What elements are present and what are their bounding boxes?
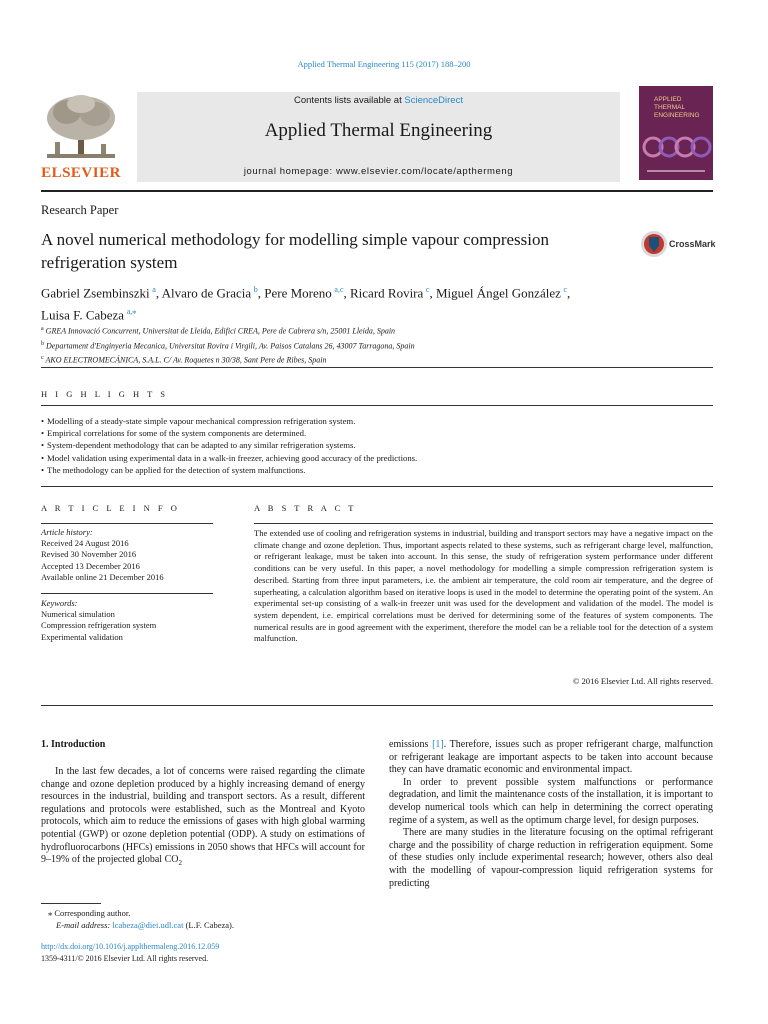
cover-title: APPLIED THERMAL ENGINEERING: [654, 96, 700, 119]
abstract-text: The extended use of cooling and refrigeration systems in industrial, building and transport sectors may have a negative impact on the climate change and ozone depletion. Thus, important aspects related to these systems, such as refrigerant charge level, malfunction, or refrigerant leakage, must be taken into account. In this sense, the study of refrigeration system performance under different conditions can be very useful. In this paper, a novel methodology for modelling a simple compression refrigeration system is described. Starting from three input parameters, i.e. the ambient air temperature, the cold room air temperature, and the degree of superheating, a calculation algorithm based on iterative loops is used in the model to determine the operating point of the system. An experimental set-up consisting of a walk-in freezer unit was used for the development and validation of the model. The model is system dependent, i.e. empirical correlations must be derived for determining some of the features of system components. The numerical results are in good agreement with the experiment, therefore the model can be a reliable tool for the detection of a system malfunction.: [254, 528, 713, 644]
affiliation-marker: c: [41, 355, 44, 362]
contents-line: [137, 95, 620, 106]
highlight-item: • Empirical correlations for some of the system components are determined.: [41, 427, 713, 439]
keyword-item[interactable]: Experimental validation: [41, 631, 123, 642]
body-top-rule: [41, 705, 713, 706]
author-name[interactable]: Ricard Rovira: [350, 285, 424, 301]
author-affiliation[interactable]: a: [152, 285, 156, 294]
highlight-item: • Modelling of a steady-state simple vapour mechanical compression refrigeration system.: [41, 415, 713, 427]
author-name[interactable]: Alvaro de Gracia: [161, 285, 252, 301]
author-name[interactable]: Pere Moreno: [264, 285, 332, 301]
email-note: [56, 919, 234, 931]
highlight-item: • The methodology can be applied for the detection of system malfunctions.: [41, 464, 713, 476]
affiliation-text: Departament d'Enginyeria Mecanica, Universitat Rovira i Virgili, Av. Paisos Catalans 26, 43007 Tarragona, Spain: [46, 341, 415, 351]
section-heading: 1. Introduction: [41, 739, 106, 750]
keyword-item[interactable]: Compression refrigeration system: [41, 620, 157, 631]
highlights-heading: H I G H L I G H T S: [41, 389, 168, 399]
sciencedirect-link[interactable]: ScienceDirect: [404, 95, 463, 106]
journal-citation[interactable]: Applied Thermal Engineering 115 (2017) 188–200: [297, 59, 471, 69]
affiliation-marker: a: [41, 326, 44, 332]
affiliations: [41, 323, 713, 367]
body-paragraph: [389, 739, 713, 777]
article-info-heading: A R T I C L E I N F O: [41, 503, 180, 513]
highlight-item: • System-dependent methodology that can be adapted to any similar refrigeration systems.: [41, 439, 713, 451]
abstract-rule: [254, 523, 713, 524]
article-type: Research Paper: [41, 203, 119, 217]
history-label: Article history:: [41, 527, 93, 537]
contents-prefix: Contents lists available at: [294, 95, 405, 106]
body-paragraph: There are many studies in the literature focusing on the optimal refrigerant charge and the possibility of charge reduction in refrigeration equipment. Some of these studies only include experimental research; however, others also deal with the modelling of vapour-compression liquid refrigeration systems for predicting: [389, 827, 713, 889]
affiliation-text: GREA Innovació Concurrent, Universitat de Lleida, Edifici CREA, Pere de Cabrera s/n, 25001 Lleida, Spain: [45, 326, 396, 336]
body-right-column: [389, 739, 713, 890]
cover-pattern-icon: [639, 132, 713, 162]
affiliation-item: [41, 323, 713, 338]
body-paragraph: In order to prevent possible system malfunctions or performance degradation, and limit the maintenance costs of the installation, it is important to develop numerical tools which can help in determining the correct operating regime of a system, as well as the optimum charge level, for design purposes.: [389, 776, 713, 826]
email-label: E-mail address:: [56, 920, 113, 930]
history-list: [41, 538, 164, 583]
reference-link[interactable]: [1]: [432, 739, 444, 750]
paragraph-text: . Therefore, issues such as proper refrigerant charge, malfunction or refrigerant leakage are important aspects to be taken into account because they can have dramatic economic and environmental impact.: [389, 739, 713, 776]
author-affiliation[interactable]: a,c: [334, 285, 344, 294]
paragraph-text: emissions: [389, 739, 433, 750]
header-divider: [41, 190, 713, 192]
crossmark-icon: [640, 230, 668, 258]
paragraph-text: In the last few decades, a lot of concerns were raised regarding the climate change and ozone depletion produced by a highly increasing demand of energy resources in the industrial, building and transport sectors. As a result, different regulations and protocols were established, such as the Montreal and Kyoto protocols, which aim to reduce the emissions of gases with high global warming potential (GWP) or ozone depletion potential (ODP). A study on estimations of hydrofluorocarbons (HFCs) emissions in 2050 shows that HFCs will account for 9–19% of the projected global CO: [41, 766, 365, 866]
author-list: Gabriel Zsembinszki $^a$, Alvaro de Gracia $^b$, Pere Moreno $^{a,c}$, Ricard Rovira $^c$, Miguel Ángel González $^c$, Luisa F. Cabeza $^{a,⁎}$: [41, 285, 571, 323]
abstract-heading: A B S T R A C T: [254, 503, 357, 513]
co2-subscript: 2: [178, 859, 182, 868]
article-info-rule: [41, 523, 213, 524]
affiliation-item: [41, 352, 713, 367]
doi-link[interactable]: http://dx.doi.org/10.1016/j.applthermaleng.2016.12.059: [41, 942, 220, 951]
highlights-list: [41, 415, 713, 476]
highlight-item: • Model validation using experimental data in a walk-in freezer, achieving good accuracy of the predictions.: [41, 452, 713, 464]
author-name[interactable]: Luisa F. Cabeza: [41, 307, 125, 323]
elsevier-logo-text: ELSEVIER: [41, 165, 121, 181]
keyword-item[interactable]: Numerical simulation: [41, 609, 115, 619]
keywords-rule: [41, 593, 213, 594]
highlights-top-rule: [41, 367, 713, 368]
affiliation-item: [41, 338, 713, 353]
journal-homepage-link[interactable]: journal homepage: www.elsevier.com/locate/apthermeng: [243, 166, 514, 177]
highlights-rule: [41, 405, 713, 406]
body-left-column: [41, 766, 365, 870]
journal-cover[interactable]: [639, 86, 713, 180]
tree-icon: [41, 92, 121, 164]
issn-line: 1359-4311/© 2016 Elsevier Ltd. All rights reserved.: [41, 954, 209, 963]
keywords-list: [41, 609, 156, 643]
affiliation-marker: b: [41, 340, 44, 347]
footnote-rule: [41, 903, 101, 904]
author-affiliation[interactable]: b: [253, 285, 258, 294]
author-name[interactable]: Miguel Ángel González: [435, 285, 561, 301]
history-item: Revised 30 November 2016: [41, 549, 137, 560]
abstract-copyright: © 2016 Elsevier Ltd. All rights reserved.: [572, 676, 713, 686]
article-title: A novel numerical methodology for modelling simple vapour compression refrigeration system: [41, 230, 550, 272]
keywords-label: Keywords:: [41, 598, 78, 608]
history-item: Accepted 13 December 2016: [41, 560, 140, 571]
affiliation-text: AKO ELECTROMECÁNICA, S.A.L. C/ Av. Roquetes n 30/38, Sant Pere de Ribes, Spain: [45, 355, 327, 365]
history-item: Available online 21 December 2016: [41, 571, 164, 582]
email-suffix: (L.F. Cabeza).: [183, 920, 234, 930]
crossmark-label[interactable]: CrossMark: [669, 239, 716, 249]
author-affiliation[interactable]: a,⁎: [126, 307, 137, 317]
body-paragraph: [41, 766, 365, 870]
corresponding-author-note: ⁎ Corresponding author.: [48, 908, 131, 918]
author-affiliation[interactable]: c: [425, 285, 430, 294]
journal-title: Applied Thermal Engineering: [264, 120, 493, 141]
email-link[interactable]: lcabeza@diei.udl.cat: [112, 920, 184, 930]
history-item: Received 24 August 2016: [41, 538, 129, 548]
cover-footer-line: [647, 170, 705, 172]
author-affiliation[interactable]: c: [563, 285, 568, 294]
highlights-bottom-rule: [41, 486, 713, 487]
author-name[interactable]: Gabriel Zsembinszki: [41, 285, 150, 301]
